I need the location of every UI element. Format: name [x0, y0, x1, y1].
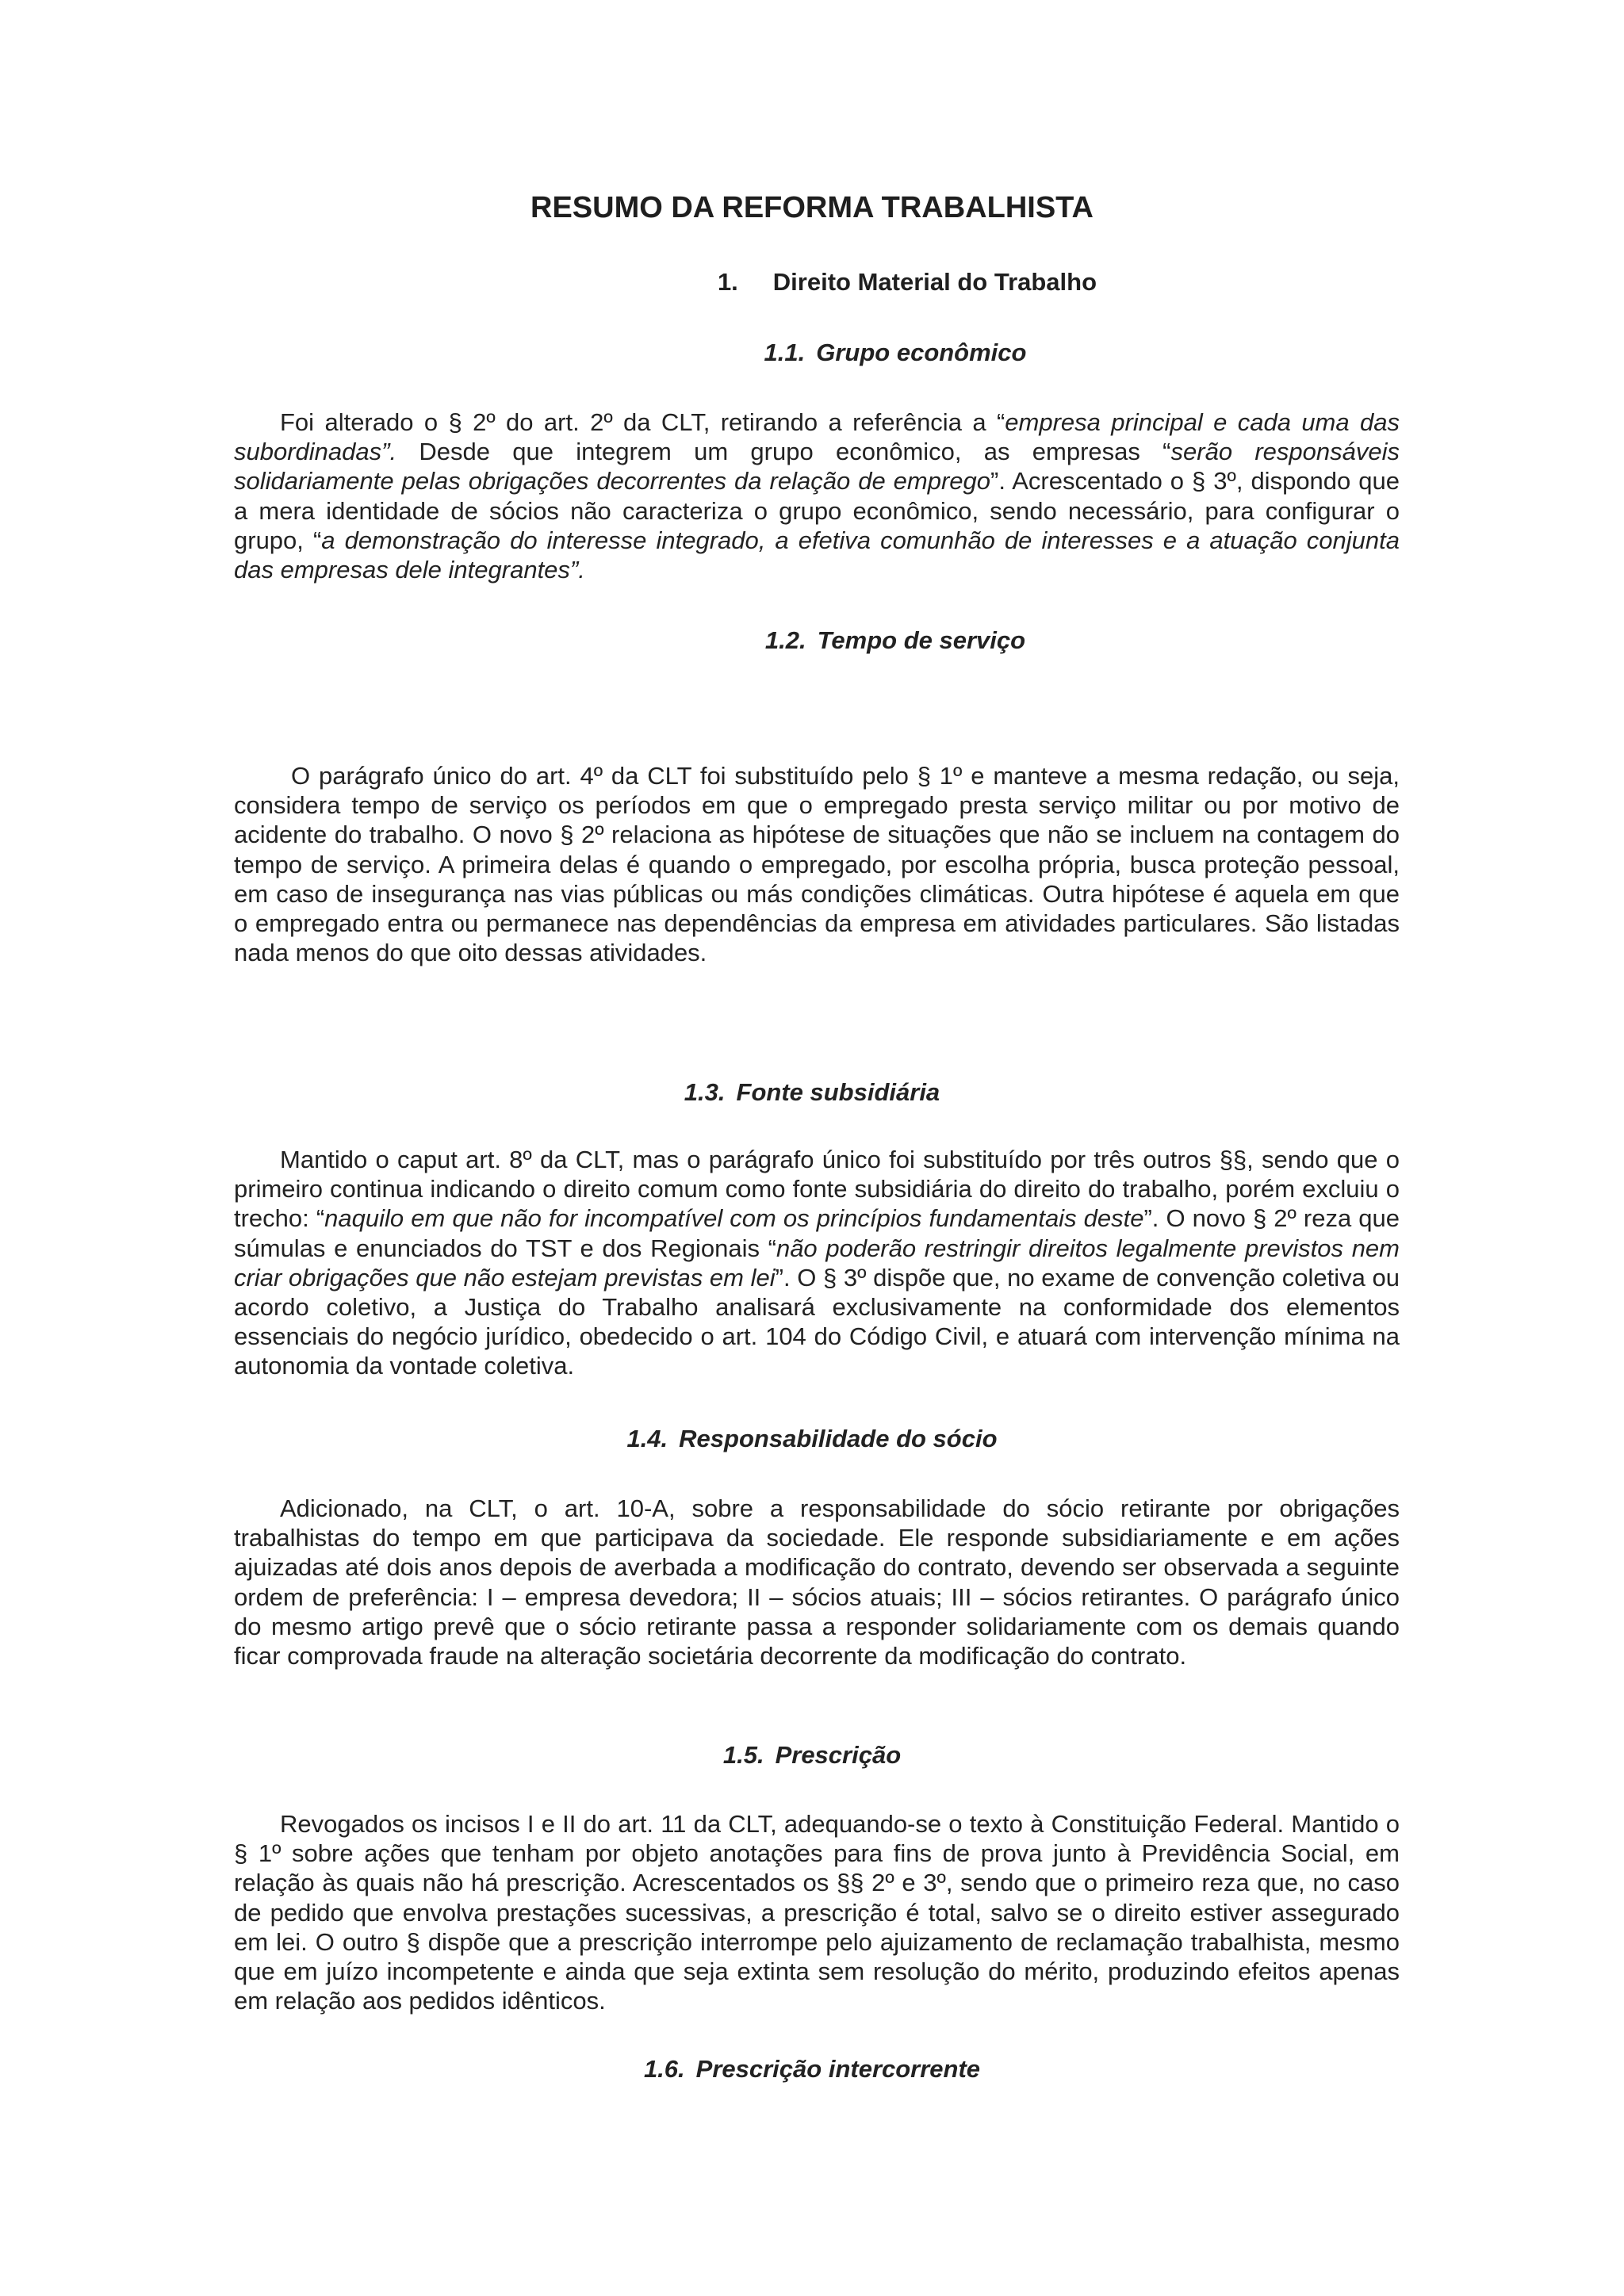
section-title: Direito Material do Trabalho: [772, 268, 1097, 296]
subsection-number: 1.6.: [643, 2055, 685, 2083]
paragraph-grupo-economico: [234, 408, 1400, 584]
paragraph-run: Revogados os incisos I e II do art. 11 da CLT, adequando-se o texto à Constituição Federal. Mantido o § 1º sobre ações que tenham por objeto anotações para fins de prova junto à Previdência Social, em relação às quais não há prescrição. Acrescentados os §§ 2º e 3º, sendo que o primeiro reza que, no caso de pedido que envolva prestações sucessivas, a prescrição é total, salvo se o direito estiver assegurado em lei. O outro § dispõe que a prescrição interrompe pelo ajuizamento de reclamação trabalhista, mesmo que em juízo incompetente e ainda que seja extinta sem resolução do mérito, produzindo efeitos apenas em relação aos pedidos idênticos.: [234, 1810, 1400, 2015]
subsection-heading-prescricao-intercorrente: [0, 2055, 1624, 2084]
section-number: 1.: [717, 268, 738, 296]
subsection-title: Grupo econômico: [816, 339, 1027, 366]
subsection-title: Tempo de serviço: [817, 626, 1026, 654]
paragraph-run: Mantido o caput art. 8º da CLT, mas o parágrafo único foi substituído por três outros §§, sendo que o primeiro continua indicando o direito comum como fonte subsidiária do direito do trabalho, porém excluiu o trecho: “: [234, 1146, 1400, 1233]
subsection-number: 1.2.: [764, 626, 806, 654]
paragraph-run: Foi alterado o § 2º do art. 2º da CLT, retirando a referência a “: [280, 408, 1005, 436]
paragraph-run: ”. Acrescentado o § 3º, dispondo que a mera identidade de sócios não caracteriza o grupo econômico, sendo necessário, para configurar o grupo, “: [234, 467, 1400, 554]
paragraph-prescricao: [234, 1809, 1400, 2015]
subsection-number: 1.3.: [684, 1078, 726, 1106]
paragraph-run: a demonstração do interesse integrado, a efetiva comunhão de interesses e a atuação conjunta das empresas dele integrantes”.: [234, 526, 1400, 584]
subsection-title: Prescrição: [775, 1741, 902, 1769]
subsection-title: Responsabilidade do sócio: [679, 1425, 998, 1452]
subsection-title: Fonte subsidiária: [736, 1078, 940, 1106]
paragraph-run: Adicionado, na CLT, o art. 10-A, sobre a responsabilidade do sócio retirante por obrigações trabalhistas do tempo em que participava da sociedade. Ele responde subsidiariamente e em ações ajuizadas até dois anos depois de averbada a modificação do contrato, devendo ser observada a seguinte ordem de preferência: I – empresa devedora; II – sócios atuais; III – sócios retirantes. O parágrafo único do mesmo artigo prevê que o sócio retirante passa a responder solidariamente com os demais quando ficar comprovada fraude na alteração societária decorrente da modificação do contrato.: [234, 1494, 1400, 1670]
subsection-heading-fonte-subsidiaria: [0, 1078, 1624, 1107]
subsection-heading-grupo-economico: [0, 339, 1624, 367]
subsection-number: 1.1.: [764, 339, 806, 366]
paragraph-responsabilidade-do-socio: [234, 1494, 1400, 1670]
section-heading: [0, 268, 1624, 297]
paragraph-run: ”. O novo § 2º reza que súmulas e enunciados do TST e dos Regionais “: [234, 1204, 1400, 1262]
subsection-number: 1.4.: [626, 1425, 668, 1452]
paragraph-fonte-subsidiaria: [234, 1145, 1400, 1381]
paragraph-run: não poderão restringir direitos legalmente previstos nem criar obrigações que não estejam previstas em lei: [234, 1234, 1400, 1292]
paragraph-run: O parágrafo único do art. 4º da CLT foi substituído pelo § 1º e manteve a mesma redação, ou seja, considera tempo de serviço os períodos em que o empregado presta serviço militar ou por motivo de acidente do trabalho. O novo § 2º relaciona as hipótese de situações que não se incluem na contagem do tempo de serviço. A primeira delas é quando o empregado, por escolha própria, busca proteção pessoal, em caso de insegurança nas vias públicas ou más condições climáticas. Outra hipótese é aquela em que o empregado entra ou permanece nas dependências da empresa em atividades particulares. São listadas nada menos do que oito dessas atividades.: [234, 762, 1400, 967]
paragraph-run: naquilo em que não for incompatível com os princípios fundamentais deste: [324, 1204, 1144, 1233]
document-title: RESUMO DA REFORMA TRABALHISTA: [530, 191, 1094, 224]
paragraph-tempo-de-servico: [234, 761, 1400, 967]
paragraph-run: Desde que integrem um grupo econômico, as empresas “: [396, 438, 1171, 466]
subsection-heading-responsabilidade-do-socio: [0, 1425, 1624, 1453]
paragraph-run: empresa principal e cada uma das subordinadas”.: [234, 408, 1400, 466]
paragraph-run: serão responsáveis solidariamente pelas obrigações decorrentes da relação de emprego: [234, 438, 1400, 496]
subsection-number: 1.5.: [722, 1741, 764, 1769]
paragraph-run: ”. O § 3º dispõe que, no exame de convenção coletiva ou acordo coletivo, a Justiça do Trabalho analisará exclusivamente na conformidade dos elementos essenciais do negócio jurídico, obedecido o art. 104 do Código Civil, e atuará com intervenção mínima na autonomia da vontade coletiva.: [234, 1263, 1400, 1380]
subsection-title: Prescrição intercorrente: [695, 2055, 981, 2083]
subsection-heading-prescricao: [0, 1741, 1624, 1770]
subsection-heading-tempo-de-servico: [0, 626, 1624, 655]
